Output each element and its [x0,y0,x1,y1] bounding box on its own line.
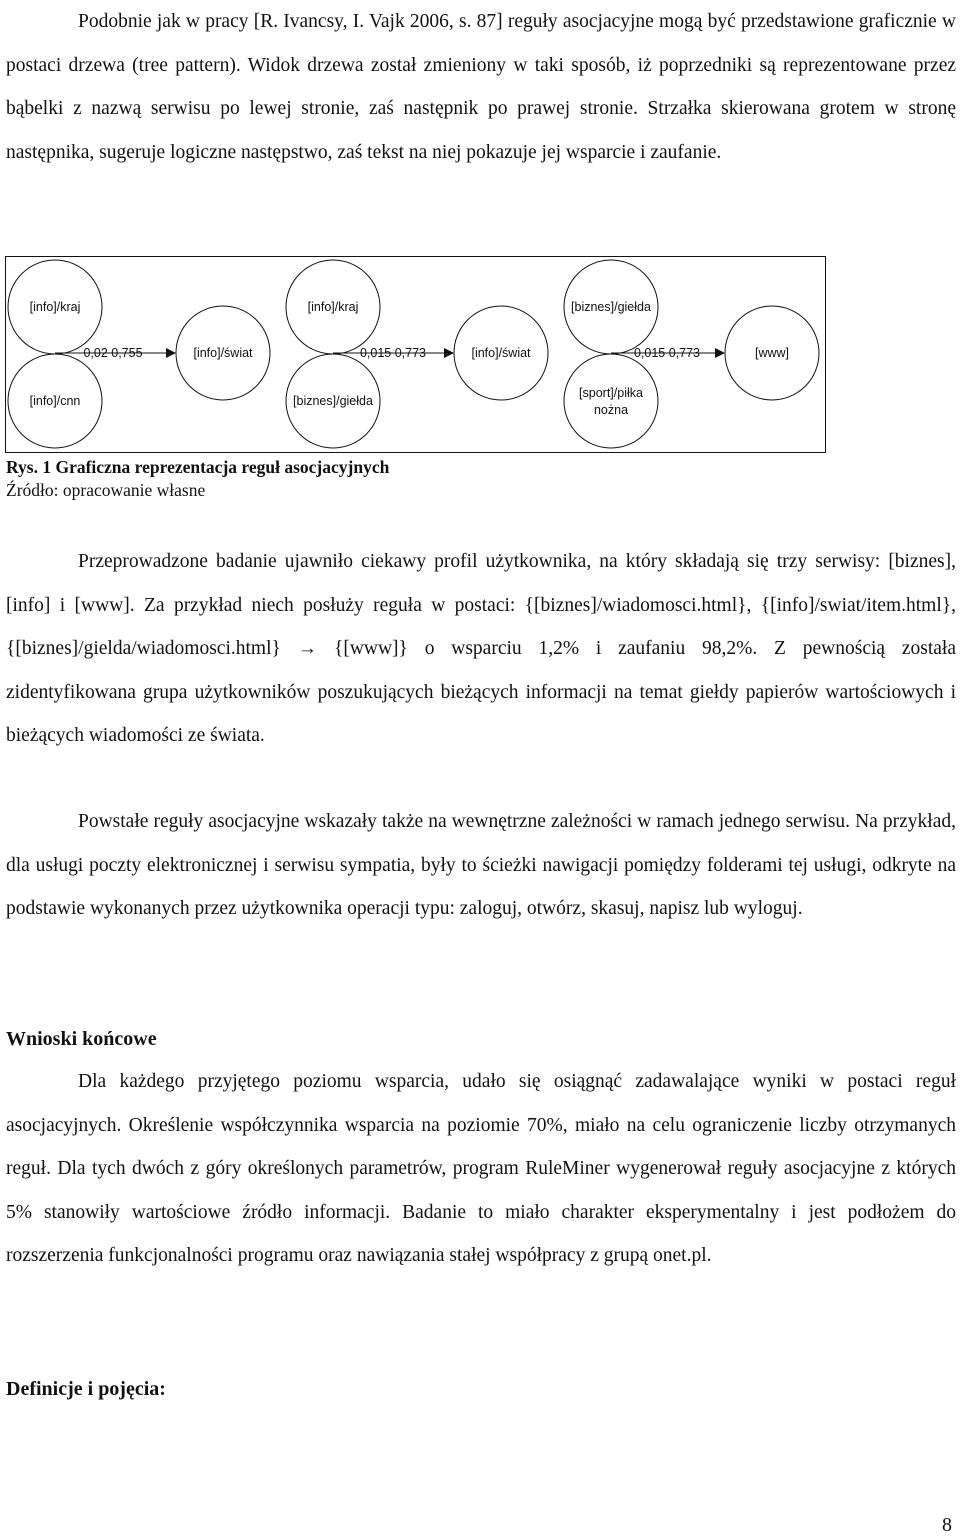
heading-definitions: Definicje i pojęcia: [6,1378,166,1400]
label-g1-middle: [info]/świat [193,346,253,360]
arrow-label-g2: 0,015 0,773 [359,346,427,360]
heading-conclusions: Wnioski końcowe [6,1028,157,1050]
paragraph-user-profile: Przeprowadzone badanie ujawniło ciekawy profil użytkownika, na który składają się trzy serwisy: [biznes], [info] i [www]. Za przykład niech posłuży reguła w postaci: {[biznes]/wiadomosci.html}, {[info]/swiat/item.html}, {[biznes]/gielda/wiadomosci.html} → {[www]} o wsparciu 1,2% i zaufaniu 98,2%. Z pewnością została zidentyfikowana grupa użytkowników poszukujących bieżących informacji na temat giełdy papierów wartościowych i bieżących wiadomości ze świata. [6,551,956,746]
association-rules-diagram [5,256,826,453]
page-number: 8 [942,1514,952,1536]
arrow-label-g3: 0,015 0,773 [633,346,701,360]
paragraph-tree-pattern: Podobnie jak w pracy [R. Ivancsy, I. Vajk 2006, s. 87] reguły asocjacyjne mogą być przedstawione graficznie w postaci drzewa (tree pattern). Widok drzewa został zmieniony w taki sposób, iż poprzedniki są reprezentowane przez bąbelki z nazwą serwisu po lewej stronie, zaś następnik po prawej stronie. Strzałka skierowana grotem w stronę następnika, sugeruje logiczne następstwo, zaś tekst na niej pokazuje jej wsparcie i zaufanie. [6,11,956,163]
paragraph-conclusions: Dla każdego przyjętego poziomu wsparcia, udało się osiągnąć zadawalające wyniki w postaci reguł asocjacyjnych. Określenie współczynnika wsparcia na poziomie 70%, miało na celu ograniczenie liczby otrzymanych reguł. Dla tych dwóch z góry określonych parametrów, program RuleMiner wygenerował reguły asocjacyjne z których 5% stanowiły wartościowe źródło informacji. Badanie to miało charakter eksperymentalny i jest podłożem do rozszerzenia funkcjonalności programu oraz nawiązania stałej współpracy z grupą onet.pl. [6,1071,956,1266]
paragraph-internal-dependencies: Powstałe reguły asocjacyjne wskazały także na wewnętrzne zależności w ramach jednego serwisu. Na przykład, dla usługi poczty elektronicznej i serwisu sympatia, były to ścieżki nawigacji pomiędzy folderami tej usługi, odkryte na podstawie wykonanych przez użytkownika operacji typu: zaloguj, otwórz, skasuj, napisz lub wyloguj. [6,811,956,919]
rule-group-3 [564,260,819,448]
figure-caption-title: Rys. 1 Graficzna reprezentacja reguł asocjacyjnych [6,457,390,477]
label-g3-middle: [www] [754,346,790,360]
label-g2-top: [info]/kraj [307,300,359,314]
label-g3-top: [biznes]/giełda [571,300,651,314]
label-g1-bottom: [info]/cnn [29,394,81,408]
label-g3-bottom-line1: [sport]/piłka [579,386,643,400]
arrow-label-g1: 0,02 0,755 [83,346,143,360]
rule-group-2 [286,260,548,448]
label-g2-bottom: [biznes]/giełda [293,394,373,408]
figure-caption [6,456,389,502]
bubble-g3-bottom [564,354,658,448]
label-g1-top: [info]/kraj [29,300,81,314]
figure-caption-source: Źródło: opracowanie własne [6,480,206,500]
label-g2-middle: [info]/świat [471,346,531,360]
rule-group-1 [8,260,270,448]
label-g3-bottom-line2: nożna [593,403,629,417]
diagram-svg [5,256,826,453]
